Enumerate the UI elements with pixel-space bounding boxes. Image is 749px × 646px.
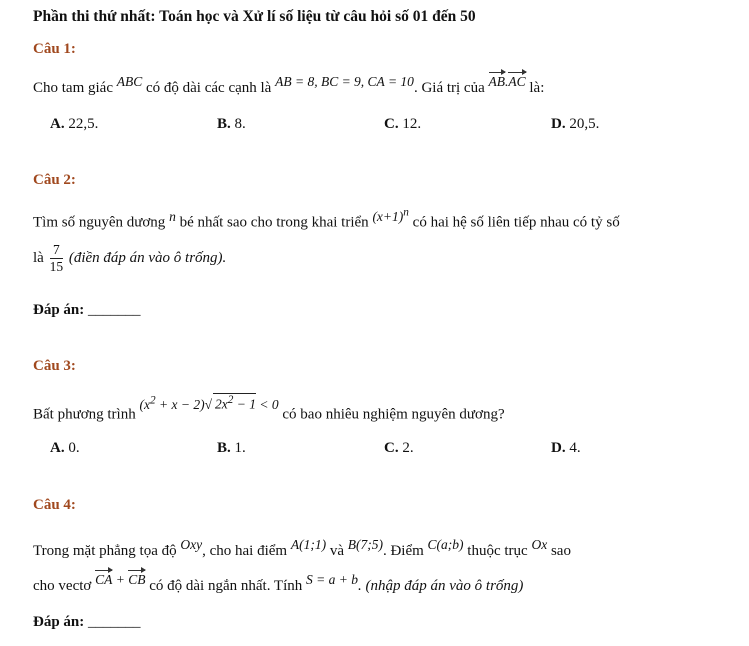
q4-text-1: Trong mặt phẳng tọa độ	[33, 543, 177, 559]
q4-text-3: và	[329, 543, 344, 559]
q2-fraction	[50, 242, 64, 275]
answer-blank[interactable]: _______	[88, 614, 141, 630]
question-3-label: Câu 3:	[33, 358, 76, 374]
q4-math-vector-sum	[95, 572, 145, 587]
answer-label: Đáp án:	[33, 614, 85, 630]
q2-answer-line	[33, 302, 141, 319]
option-text: 22,5.	[68, 116, 99, 132]
option-letter: B.	[217, 440, 231, 456]
question-2-label: Câu 2:	[33, 172, 76, 188]
answer-label: Đáp án:	[33, 302, 85, 318]
q1-math-dot-product	[489, 74, 526, 89]
math-part: 2x	[215, 396, 228, 412]
option-letter: D.	[551, 116, 566, 132]
option-text: 1.	[234, 440, 246, 456]
option-text: 0.	[68, 440, 80, 456]
math-part: − 1	[233, 396, 256, 412]
q1-text-4: là:	[529, 80, 545, 96]
vector-ac: AC	[508, 74, 526, 89]
q3-option-c	[384, 440, 414, 457]
q4-math-point-a: A(1;1)	[290, 537, 327, 552]
q2-math-expansion	[372, 206, 409, 224]
plus-operator: +	[112, 572, 129, 587]
vector-ab: AB	[488, 74, 505, 89]
q1-text-1: Cho tam giác	[33, 80, 113, 96]
math-part: < 0	[256, 396, 279, 412]
q3-option-d	[551, 440, 581, 457]
fraction-denominator: 15	[49, 259, 64, 274]
q2-text-4: là	[33, 249, 44, 266]
option-text: 2.	[402, 440, 414, 456]
q1-text-3: . Giá trị của	[413, 80, 485, 96]
dot-operator: .	[505, 74, 509, 89]
option-letter: A.	[50, 116, 65, 132]
q4-text-6: sao	[550, 543, 571, 559]
q4-text-4: . Điểm	[382, 543, 424, 559]
q1-option-b	[217, 116, 246, 133]
radicand	[213, 393, 256, 413]
fraction-numerator: 7	[50, 242, 64, 259]
option-letter: B.	[217, 116, 231, 132]
option-letter: C.	[384, 116, 399, 132]
question-3-text	[33, 394, 505, 424]
q2-text-3: có hai hệ số liên tiếp nhau có tỷ số	[412, 214, 620, 231]
q3-option-a	[50, 440, 80, 457]
vector-ca: CA	[95, 572, 113, 587]
math-part: (x	[139, 396, 150, 412]
question-2-text	[33, 206, 620, 232]
exponent: n	[403, 206, 409, 218]
question-4-text-cont	[33, 572, 524, 595]
question-1-label: Câu 1:	[33, 41, 76, 57]
q2-text-1: Tìm số nguyên dương	[33, 214, 166, 231]
q3-text-2: có bao nhiêu nghiệm nguyên dương?	[282, 406, 505, 423]
option-text: 4.	[569, 440, 581, 456]
q3-option-b	[217, 440, 246, 457]
binomial: (x+1)	[372, 208, 404, 224]
q1-text-2: có độ dài các cạnh là	[145, 80, 272, 96]
q2-text-2: bé nhất sao cho trong khai triển	[179, 214, 369, 231]
option-text: 20,5.	[569, 116, 600, 132]
q2-math-n: n	[169, 208, 176, 224]
option-text: 8.	[234, 116, 246, 132]
q4-answer-line	[33, 614, 141, 631]
q4-math-point-c: C(a;b)	[427, 537, 464, 552]
q2-instruction: (điền đáp án vào ô trống).	[68, 249, 227, 266]
option-letter: D.	[551, 440, 566, 456]
q4-text-7: cho vectơ	[33, 578, 92, 594]
radical-sign: √	[204, 396, 212, 412]
option-letter: A.	[50, 440, 65, 456]
q4-text-5: thuộc trục	[467, 543, 528, 559]
q1-option-d	[551, 116, 599, 133]
q3-text-1: Bất phương trình	[33, 406, 136, 423]
option-letter: C.	[384, 440, 399, 456]
q4-math-oxy: Oxy	[180, 537, 203, 552]
q1-option-a	[50, 116, 98, 133]
math-sup: 2	[227, 394, 234, 406]
q4-text-8: có độ dài ngắn nhất. Tính	[149, 578, 303, 594]
q4-math-s: S = a + b	[306, 572, 358, 587]
option-text: 12.	[402, 116, 422, 132]
question-2-text-cont	[33, 242, 226, 275]
q3-math-inequality	[139, 394, 279, 412]
q4-math-point-b: B(7;5)	[347, 537, 383, 552]
math-sup: 2	[149, 394, 156, 406]
q1-option-c	[384, 116, 421, 133]
q1-math-sides: AB = 8, BC = 9, CA = 10	[275, 74, 414, 89]
question-1-text	[33, 74, 545, 97]
question-4-text	[33, 537, 571, 560]
q4-text-2: , cho hai điểm	[202, 543, 288, 559]
math-part: + x − 2)	[155, 396, 205, 412]
answer-blank[interactable]: _______	[88, 302, 141, 318]
section-heading: Phần thi thứ nhất: Toán học và Xử lí số liệu từ câu hỏi số 01 đến 50	[33, 8, 476, 25]
question-4-label: Câu 4:	[33, 497, 76, 513]
q1-math-triangle: ABC	[116, 74, 143, 89]
vector-cb: CB	[128, 572, 146, 587]
q4-math-ox: Ox	[531, 537, 548, 552]
q4-instruction: . (nhập đáp án vào ô trống)	[358, 578, 524, 594]
